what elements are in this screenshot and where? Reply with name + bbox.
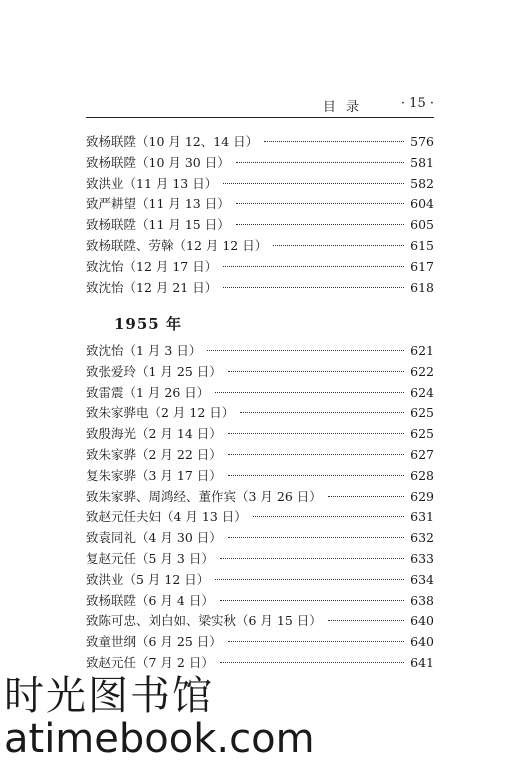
toc-entry [86, 278, 434, 299]
dot-leader [220, 558, 404, 559]
toc-entry [86, 153, 434, 174]
dot-leader [223, 287, 404, 288]
toc-entry [86, 591, 434, 612]
toc-entry [86, 362, 434, 383]
dot-leader [236, 162, 404, 163]
toc-entry [86, 424, 434, 445]
toc-list-1955 [86, 341, 434, 674]
toc-entry-title: 致袁同礼（4 月 30 日） [86, 530, 222, 546]
dot-leader [207, 350, 404, 351]
toc-entry [86, 445, 434, 466]
dot-leader [328, 620, 404, 621]
toc-entry-title: 致张爱玲（1 月 25 日） [86, 363, 222, 379]
toc-entry-title: 致沈怡（12 月 21 日） [86, 279, 218, 295]
toc-entry-title: 致沈怡（1 月 3 日） [86, 343, 202, 358]
dot-leader [228, 454, 404, 455]
year-heading: 1955 年 [114, 315, 182, 333]
dot-leader [253, 516, 404, 517]
toc-entry [86, 466, 434, 487]
toc-entry-page: 581 [410, 154, 434, 170]
dot-leader [228, 641, 404, 642]
toc-entry [86, 257, 434, 278]
toc-entry [86, 528, 434, 549]
toc-entry [86, 132, 434, 153]
toc-entry-page: 627 [410, 446, 434, 462]
toc-entry [86, 383, 434, 404]
dot-leader [236, 224, 404, 225]
toc-entry-title: 致洪业（5 月 12 日） [86, 571, 210, 587]
dot-leader [223, 183, 404, 184]
dot-leader [264, 141, 404, 142]
toc-entry-title: 致赵元任夫妇（4 月 13 日） [86, 509, 247, 525]
toc-entry-title: 致朱家骅（2 月 22 日） [86, 446, 222, 462]
toc-entry-page: 615 [410, 237, 434, 253]
toc-entry [86, 570, 434, 591]
toc-entry [86, 611, 434, 632]
page-header [86, 96, 434, 116]
toc-entry [86, 403, 434, 424]
toc-entry-page: 640 [410, 634, 434, 650]
toc-entry-title: 致陈可忠、刘白如、梁实秋（6 月 15 日） [86, 613, 322, 629]
toc-entry [86, 632, 434, 653]
toc-entry [86, 236, 434, 257]
running-title: 目 录 [322, 100, 362, 115]
toc-entry-page: 629 [410, 488, 434, 504]
toc-entry [86, 487, 434, 508]
toc-entry-title: 致朱家骅电（2 月 12 日） [86, 405, 235, 421]
toc-entry-title: 致雷震（1 月 26 日） [86, 384, 210, 400]
toc-entry-page: 621 [410, 343, 434, 358]
dot-leader [220, 600, 404, 601]
toc-entry-title: 致严耕望（11 月 13 日） [86, 196, 230, 212]
toc-entry-title: 致沈怡（12 月 17 日） [86, 258, 218, 274]
watermark-english: atimebook.com [4, 716, 315, 762]
toc-entry-page: 625 [410, 405, 434, 421]
toc-entry [86, 194, 434, 215]
toc-entry-title: 致洪业（11 月 13 日） [86, 175, 218, 191]
dot-leader [236, 203, 404, 204]
toc-entry-page: 625 [410, 426, 434, 442]
toc-entry-page: 631 [410, 509, 434, 525]
toc-list-1954 [86, 132, 434, 298]
toc-entry-page: 634 [410, 571, 434, 587]
toc-entry-title: 致朱家骅、周鸿经、董作宾（3 月 26 日） [86, 488, 322, 504]
toc-entry-title: 致杨联陞（11 月 15 日） [86, 217, 230, 233]
toc-entry [86, 341, 434, 362]
toc-entry-page: 641 [410, 654, 434, 670]
toc-entry [86, 174, 434, 195]
toc-entry-page: 618 [410, 279, 434, 295]
toc-entry [86, 215, 434, 236]
toc-entry-title: 致赵元任（7 月 2 日） [86, 654, 214, 670]
toc-entry-page: 624 [410, 384, 434, 400]
dot-leader [228, 475, 404, 476]
dot-leader [273, 245, 404, 246]
toc-entry-title: 致殷海光（2 月 14 日） [86, 426, 222, 442]
dot-leader [215, 392, 404, 393]
page-number: · 15 · [400, 96, 434, 111]
toc-entry-page: 628 [410, 467, 434, 483]
toc-entry [86, 549, 434, 570]
toc-entry-title: 复朱家骅（3 月 17 日） [86, 467, 222, 483]
header-rule [86, 117, 434, 118]
dot-leader [228, 537, 404, 538]
toc-entry-title: 致杨联陞（6 月 4 日） [86, 592, 214, 608]
toc-entry-title: 致童世纲（6 月 25 日） [86, 634, 222, 650]
dot-leader [328, 496, 404, 497]
toc-entry-page: 576 [410, 134, 434, 149]
toc-entry-title: 致杨联陞（10 月 30 日） [86, 154, 230, 170]
toc-entry-title: 复赵元任（5 月 3 日） [86, 550, 214, 566]
toc-entry-title: 致杨联陞、劳榦（12 月 12 日） [86, 237, 268, 253]
dot-leader [240, 412, 404, 413]
toc-entry-page: 582 [410, 175, 434, 191]
toc-entry-page: 604 [410, 196, 434, 212]
dot-leader [220, 662, 404, 663]
toc-entry-page: 638 [410, 592, 434, 608]
dot-leader [228, 433, 404, 434]
toc-entry-title: 致杨联陞（10 月 12、14 日） [86, 134, 259, 149]
toc-entry-page: 622 [410, 363, 434, 379]
toc-entry-page: 633 [410, 550, 434, 566]
dot-leader [223, 266, 404, 267]
dot-leader [228, 371, 404, 372]
toc-entry-page: 617 [410, 258, 434, 274]
dot-leader [215, 579, 404, 580]
toc-entry-page: 632 [410, 530, 434, 546]
toc-entry-page: 605 [410, 217, 434, 233]
watermark-chinese: 时光图书馆 [4, 673, 214, 719]
toc-entry-page: 640 [410, 613, 434, 629]
toc-entry [86, 507, 434, 528]
